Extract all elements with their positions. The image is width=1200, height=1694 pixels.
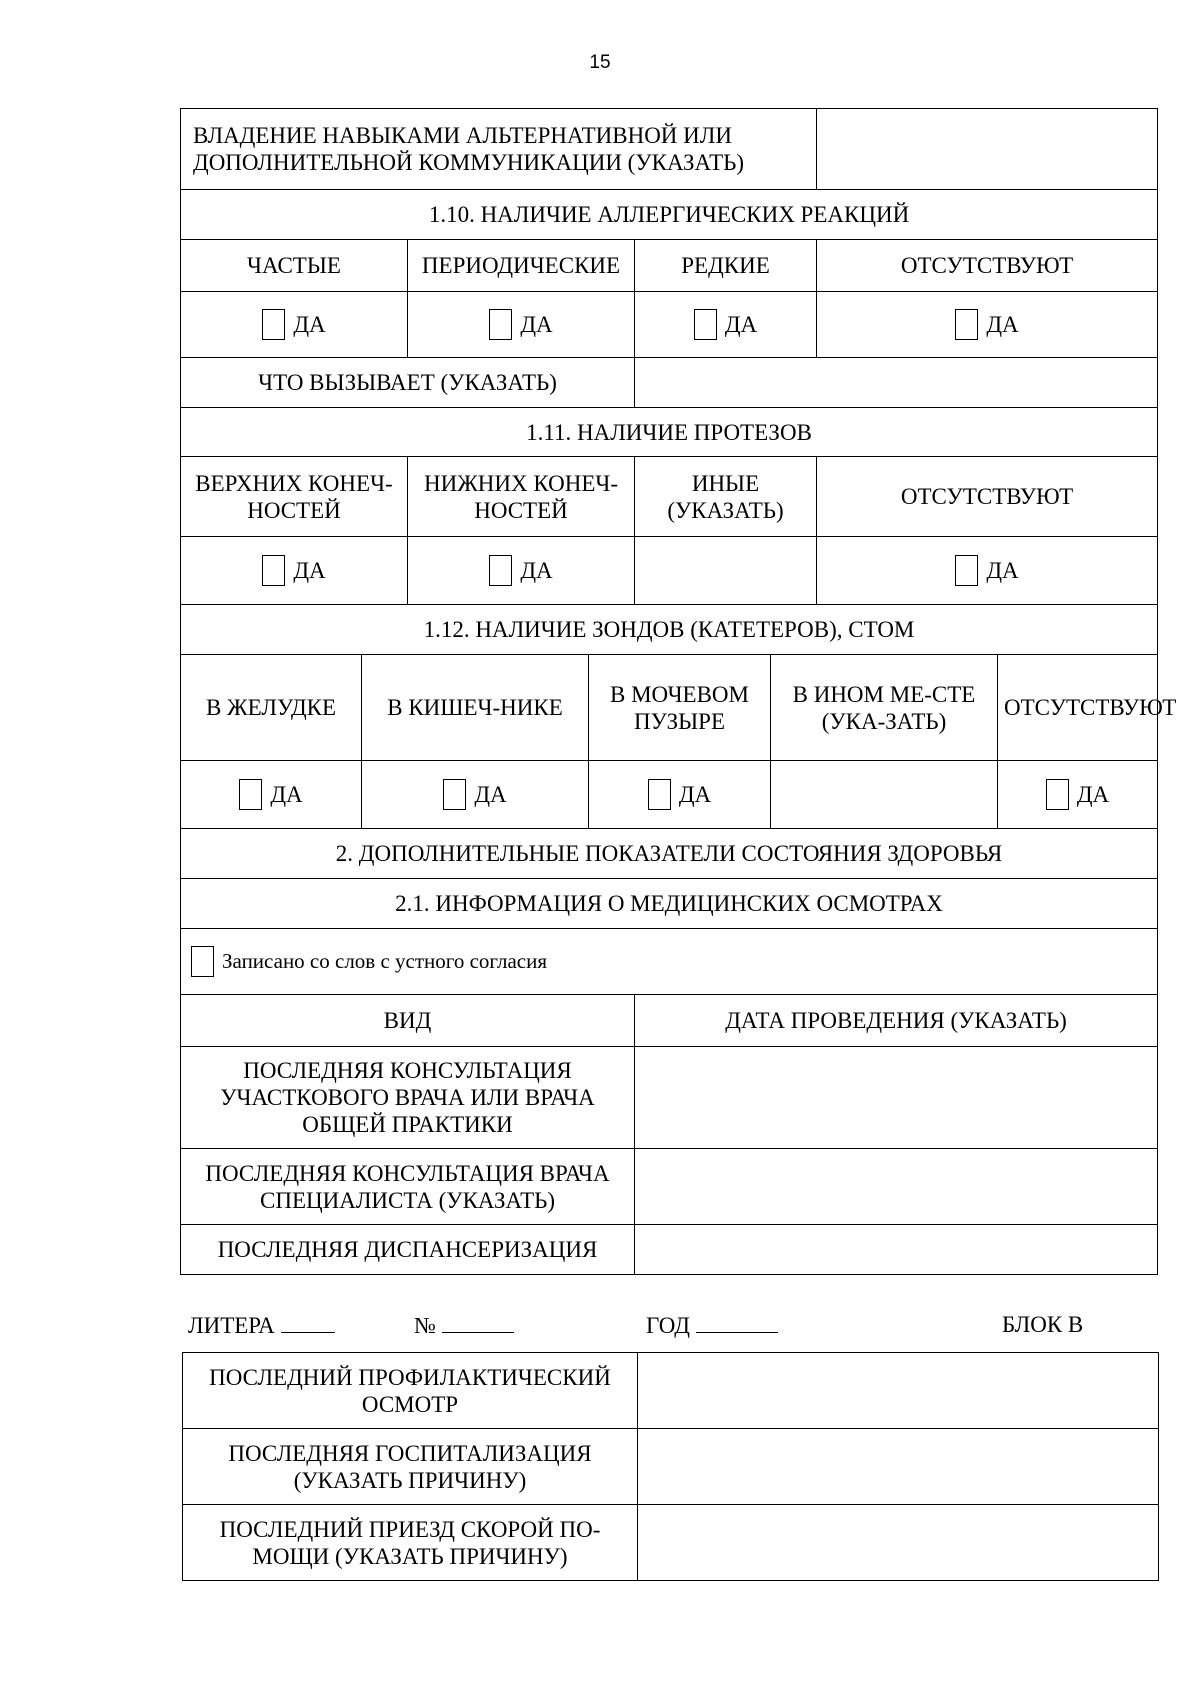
- probes-bladder-cell: [589, 761, 771, 829]
- col-date-header: ДАТА ПРОВЕДЕНИЯ (УКАЗАТЬ): [635, 995, 1158, 1047]
- prosthesis-col-upper: ВЕРХНИХ КОНЕЧ-НОСТЕЙ: [181, 457, 408, 537]
- allergy-frequent-checkbox[interactable]: [262, 309, 285, 340]
- exam-row-label: ПОСЛЕДНЯЯ КОНСУЛЬТАЦИЯ УЧАСТКОВОГО ВРАЧА ИЛИ ВРАЧА ОБЩЕЙ ПРАКТИКИ: [181, 1047, 635, 1149]
- consent-label: Записано со слов с устного согласия: [222, 949, 547, 973]
- prosthesis-col-other: ИНЫЕ (УКАЗАТЬ): [635, 457, 817, 537]
- litera-field: [188, 1312, 335, 1339]
- health-form-table: [180, 108, 1177, 1275]
- litera-label: ЛИТЕРА: [188, 1313, 275, 1338]
- history-row-input[interactable]: [638, 1429, 1159, 1505]
- probes-intestine-checkbox[interactable]: [443, 779, 466, 810]
- allergy-rare-cell: [635, 292, 817, 358]
- year-label: ГОД: [646, 1313, 690, 1338]
- prosthesis-absent-checkbox[interactable]: [955, 555, 978, 586]
- probes-col-absent: ОТСУТСТВУЮТ: [998, 655, 1158, 761]
- probes-absent-checkbox[interactable]: [1046, 779, 1069, 810]
- yes-label: ДА: [520, 558, 553, 584]
- allergy-section-title: 1.10. НАЛИЧИЕ АЛЛЕРГИЧЕСКИХ РЕАКЦИЙ: [181, 190, 1158, 240]
- allergy-col-periodic: ПЕРИОДИЧЕСКИЕ: [408, 240, 635, 292]
- consent-row: [181, 929, 1158, 995]
- yes-label: ДА: [293, 312, 326, 338]
- exam-row-date-input[interactable]: [635, 1225, 1158, 1275]
- allergy-rare-checkbox[interactable]: [694, 309, 717, 340]
- probes-bladder-checkbox[interactable]: [648, 779, 671, 810]
- probes-other-input[interactable]: [771, 761, 998, 829]
- yes-label: ДА: [1076, 782, 1110, 808]
- prosthesis-upper-cell: [181, 537, 408, 605]
- yes-label: ДА: [474, 782, 507, 808]
- exam-row-date-input[interactable]: [635, 1149, 1158, 1225]
- prosthesis-col-lower: НИЖНИХ КОНЕЧ-НОСТЕЙ: [408, 457, 635, 537]
- prosthesis-section-title: 1.11. НАЛИЧИЕ ПРОТЕЗОВ: [181, 408, 1158, 457]
- yes-label: ДА: [520, 312, 553, 338]
- probes-stomach-checkbox[interactable]: [239, 779, 262, 810]
- col-type-header: ВИД: [181, 995, 635, 1047]
- allergy-cause-input[interactable]: [635, 358, 1158, 408]
- yes-label: ДА: [986, 312, 1019, 338]
- history-row-input[interactable]: [638, 1353, 1159, 1429]
- history-row-input[interactable]: [638, 1505, 1159, 1581]
- yes-label: ДА: [724, 312, 758, 338]
- allergy-frequent-cell: [181, 292, 408, 358]
- allergy-absent-checkbox[interactable]: [955, 309, 978, 340]
- probes-intestine-cell: [362, 761, 589, 829]
- probes-stomach-cell: [181, 761, 362, 829]
- aac-input[interactable]: [817, 109, 1158, 190]
- allergy-col-frequent: ЧАСТЫЕ: [181, 240, 408, 292]
- number-label: №: [414, 1313, 436, 1338]
- litera-input[interactable]: [281, 1312, 335, 1333]
- yes-label: ДА: [270, 782, 303, 808]
- exam-history-table: [182, 1352, 1159, 1581]
- probes-col-bladder: В МОЧЕВОМ ПУЗЫРЕ: [589, 655, 771, 761]
- number-field: [414, 1312, 514, 1339]
- block-label: БЛОК В: [1002, 1312, 1084, 1337]
- prosthesis-other-input[interactable]: [635, 537, 817, 605]
- probes-col-other: В ИНОМ МЕ-СТЕ (УКА-ЗАТЬ): [771, 655, 998, 761]
- number-input[interactable]: [442, 1312, 514, 1333]
- year-input[interactable]: [696, 1312, 778, 1333]
- probes-absent-cell: [998, 761, 1158, 829]
- consent-checkbox[interactable]: [191, 946, 214, 977]
- history-row-label: ПОСЛЕДНИЙ ПРИЕЗД СКОРОЙ ПО-МОЩИ (УКАЗАТЬ ПРИЧИНУ): [183, 1505, 638, 1581]
- allergy-cause-label: ЧТО ВЫЗЫВАЕТ (УКАЗАТЬ): [181, 358, 635, 408]
- allergy-col-absent: ОТСУТСТВУЮТ: [817, 240, 1158, 292]
- prosthesis-upper-checkbox[interactable]: [262, 555, 285, 586]
- section2-title: 2. ДОПОЛНИТЕЛЬНЫЕ ПОКАЗАТЕЛИ СОСТОЯНИЯ ЗДОРОВЬЯ: [181, 829, 1158, 879]
- allergy-periodic-checkbox[interactable]: [489, 309, 512, 340]
- exam-row-label: ПОСЛЕДНЯЯ КОНСУЛЬТАЦИЯ ВРАЧА СПЕЦИАЛИСТА (УКАЗАТЬ): [181, 1149, 635, 1225]
- prosthesis-lower-cell: [408, 537, 635, 605]
- allergy-absent-cell: [817, 292, 1158, 358]
- prosthesis-absent-cell: [817, 537, 1158, 605]
- probes-col-intestine: В КИШЕЧ-НИКЕ: [362, 655, 589, 761]
- exam-row-label: ПОСЛЕДНЯЯ ДИСПАНСЕРИЗАЦИЯ: [181, 1225, 635, 1275]
- history-row-label: ПОСЛЕДНИЙ ПРОФИЛАКТИЧЕСКИЙ ОСМОТР: [183, 1353, 638, 1429]
- allergy-col-rare: РЕДКИЕ: [635, 240, 817, 292]
- yes-label: ДА: [678, 782, 712, 808]
- yes-label: ДА: [293, 558, 326, 584]
- exam-row-date-input[interactable]: [635, 1047, 1158, 1149]
- allergy-periodic-cell: [408, 292, 635, 358]
- year-field: [646, 1312, 778, 1339]
- history-row-label: ПОСЛЕДНЯЯ ГОСПИТАЛИЗАЦИЯ (УКАЗАТЬ ПРИЧИНУ): [183, 1429, 638, 1505]
- probes-section-title: 1.12. НАЛИЧИЕ ЗОНДОВ (КАТЕТЕРОВ), СТОМ: [181, 605, 1158, 655]
- aac-label: ВЛАДЕНИЕ НАВЫКАМИ АЛЬТЕРНАТИВНОЙ ИЛИ ДОПОЛНИТЕЛЬНОЙ КОММУНИКАЦИИ (УКАЗАТЬ): [181, 109, 817, 190]
- section2-subtitle: 2.1. ИНФОРМАЦИЯ О МЕДИЦИНСКИХ ОСМОТРАХ: [181, 879, 1158, 929]
- page-number: 15: [589, 52, 611, 73]
- prosthesis-lower-checkbox[interactable]: [489, 555, 512, 586]
- yes-label: ДА: [986, 558, 1019, 584]
- probes-col-stomach: В ЖЕЛУДКЕ: [181, 655, 362, 761]
- prosthesis-col-absent: ОТСУТСТВУЮТ: [817, 457, 1158, 537]
